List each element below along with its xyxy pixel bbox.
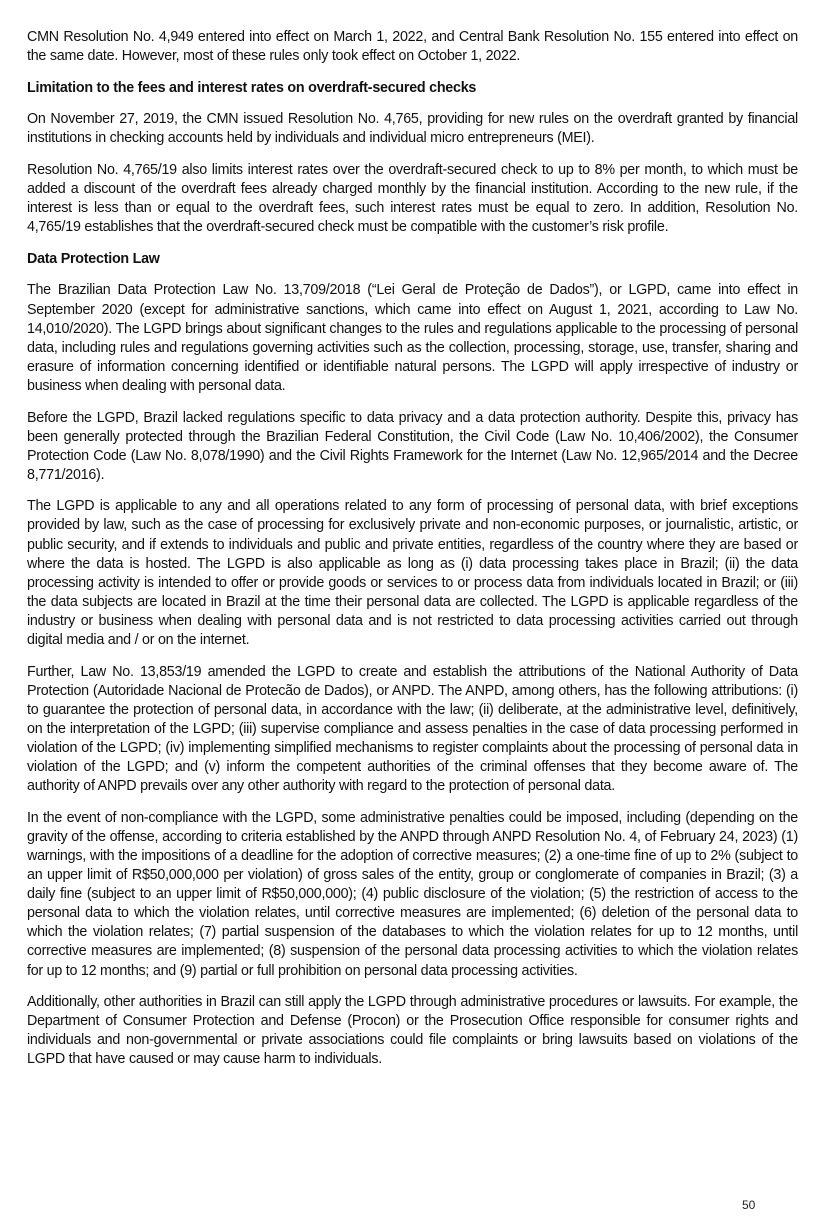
paragraph-lgpd-scope: The LGPD is applicable to any and all operations related to any form of processing of personal data, with brief exceptions provided by law, such as the case of processing for exclusively private and non-economic purposes, or journalistic, artistic, or public security, and if extends to individuals and public and private entities, regardless of the country where they are based or where the data is hosted. The LGPD is also applicable as long as (i) data processing takes place in Brazil; (ii) the data processing activity is intended to offer or provide goods or services to or process data from individuals located in Brazil; or (iii) the data subjects are located in Brazil at the time their personal data are collected. The LGPD is applicable regardless of the industry or business when dealing with personal data and is not restricted to data processing activities carried out through digital media and / or on the internet. bbox=[27, 498, 798, 649]
paragraph-interest-limits: Resolution No. 4,765/19 also limits interest rates over the overdraft-secured check to up to 8% per month, to which must be added a discount of the overdraft fees already charged monthly by the financial institution. According to the new rule, if the interest is less than or equal to the overdraft fees, such interest rates must be equal to zero. In addition, Resolution No. 4,765/19 establishes that the overdraft-secured check must be compatible with the customer’s risk profile. bbox=[27, 161, 798, 236]
paragraph-cmn-resolution-4949: CMN Resolution No. 4,949 entered into effect on March 1, 2022, and Central Bank Resolution No. 155 entered into effect on the same date. However, most of these rules only took effect on October 1, 2022. bbox=[27, 29, 798, 65]
page-number: 50 bbox=[742, 1198, 756, 1212]
paragraph-before-lgpd: Before the LGPD, Brazil lacked regulations specific to data privacy and a data protection authority. Despite this, privacy has been generally protected through the Brazilian Federal Constitution, the Civil Code (Law No. 10,406/2002), the Consumer Protection Code (Law No. 8,078/1990) and the Civil Rights Framework for the Internet (Law No. 12,965/2014 and the Decree 8,771/2016). bbox=[27, 409, 798, 483]
paragraph-resolution-4765: On November 27, 2019, the CMN issued Resolution No. 4,765, providing for new rules on the overdraft granted by financial institutions in checking accounts held by individuals and individual micro entrepreneurs (MEI). bbox=[27, 111, 798, 147]
document-page bbox=[27, 28, 798, 1082]
paragraph-penalties: In the event of non-compliance with the LGPD, some administrative penalties could be imposed, including (depending on the gravity of the offense, according to criteria established by the ANPD through ANPD Resolution No. 4, of February 24, 2023) (1) warnings, with the impositions of a deadline for the adoption of corrective measures; (2) a one-time fine of up to 2% (subject to an upper limit of R$50,000,000 per violation) of gross sales of the entity, group or conglomerate of companies in Brazil; (3) a daily fine (subject to an upper limit of R$50,000,000); (4) public disclosure of the violation; (5) the restriction of access to the personal data to which the violation relates, until corrective measures are implemented; (6) deletion of the personal data to which the violation relates; (7) partial suspension of the databases to which the violation relates for up to 12 months, until corrective measures are implemented; (8) suspension of the personal data processing activities to which the violation relates for up to 12 months; and (9) partial or full prohibition on personal data processing activities. bbox=[27, 809, 798, 979]
paragraph-anpd: Further, Law No. 13,853/19 amended the LGPD to create and establish the attributions of the National Authority of Data Protection (Autoridade Nacional de Protecão de Dados), or ANPD. The ANPD, among others, has the following attributions: (i) to guarantee the protection of personal data, in accordance with the law; (ii) deliberate, at the administrative level, definitively, on the interpretation of the LGPD; (iii) supervise compliance and assess penalties in the case of data processing performed in violation of the LGPD; (iv) implementing simplified mechanisms to register complaints about the processing of personal data in violation of the LGPD; and (v) inform the competent authorities of the criminal offenses that they become aware of. The authority of ANPD prevails over any other authority with regard to the protection of personal data. bbox=[27, 663, 798, 795]
paragraph-other-authorities: Additionally, other authorities in Brazil can still apply the LGPD through administrative procedures or lawsuits. For example, the Department of Consumer Protection and Defense (Procon) or the Prosecution Office responsible for consumer rights and individuals and non-governmental or private associations could file complaints or bring lawsuits based on violations of the LGPD that have caused or may cause harm to individuals. bbox=[27, 994, 798, 1068]
heading-overdraft-limitation: Limitation to the fees and interest rates on overdraft-secured checks bbox=[27, 79, 477, 96]
heading-data-protection-law: Data Protection Law bbox=[27, 250, 160, 267]
paragraph-lgpd-intro: The Brazilian Data Protection Law No. 13,709/2018 (“Lei Geral de Proteção de Dados”), or LGPD, came into effect in September 2020 (except for administrative sanctions, which came into effect on August 1, 2021, according to Law No. 14,010/2020). The LGPD brings about significant changes to the rules and regulations applicable to the processing of personal data, including rules and regulations governing activities such as the collection, processing, storage, use, transfer, sharing and erasure of information concerning identified or identifiable natural persons. The LGPD will apply irrespective of industry or business when dealing with personal data. bbox=[27, 282, 798, 394]
